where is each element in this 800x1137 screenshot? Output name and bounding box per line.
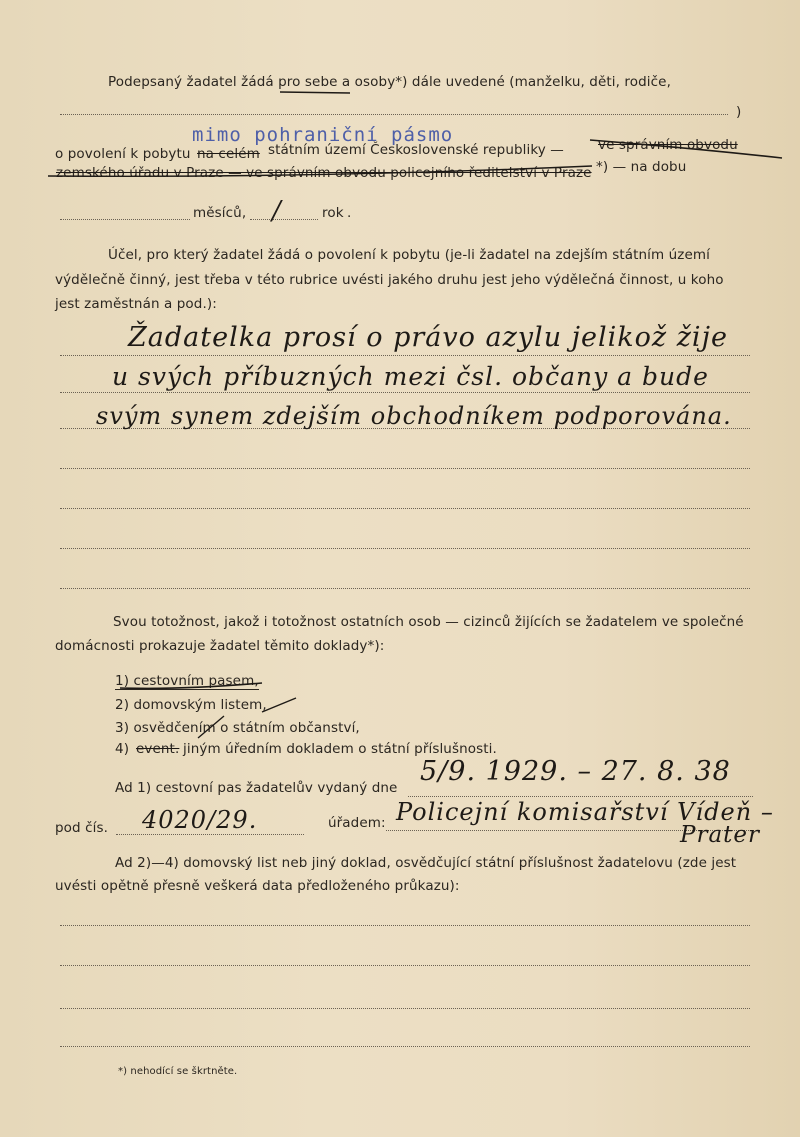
authority-label: úřadem: (328, 815, 386, 831)
residence-line-start: o povolení k pobytu (55, 146, 191, 162)
domicile-line-4 (60, 1046, 750, 1047)
purpose-text-2: výdělečně činný, jest třeba v této rubrice uvésti jakého druhu jest jeho výdělečná činnost, u koho (55, 272, 724, 288)
purpose-line-7 (60, 588, 750, 589)
paren-close: ) (736, 104, 742, 120)
struck-whole-territory: na celém (197, 146, 260, 162)
months-label: měsíců, (193, 205, 247, 221)
passport-authority: Policejní komisařství Vídeň – (396, 798, 774, 826)
doc-option-citizenship: 3) osvědčením o státním občanství, (115, 720, 360, 736)
purpose-line-6 (60, 548, 750, 549)
passport-issued-label: Ad 1) cestovní pas žadatelův vydaný dne (115, 780, 398, 796)
purpose-handwriting-2: u svých příbuzných mezi čsl. občany a bude (112, 362, 709, 391)
doc-option-other: jiným úředním dokladem o státní příslušnosti. (183, 741, 497, 757)
residence-line-territory: státním území Československé republiky — (268, 142, 564, 158)
purpose-line-5 (60, 508, 750, 509)
purpose-handwriting-3: svým synem zdejším obchodníkem podporována. (96, 402, 732, 430)
number-label: pod čís. (55, 820, 108, 836)
strike-mark-domicile (262, 698, 296, 712)
footnote: *) nehodící se škrtněte. (118, 1066, 238, 1077)
duration-label: *) — na dobu (596, 159, 687, 175)
number-line (116, 834, 304, 835)
purpose-line-4 (60, 468, 750, 469)
doc-option-domicile: 2) domovským listem, (115, 697, 267, 713)
passport-date: 5/9. 1929. – 27. 8. 38 (420, 756, 731, 787)
persons-dotted-line (60, 114, 728, 115)
struck-authority: zemského úřadu v Praze — ve správním obvodu policejního ředitelství v Praze (56, 165, 592, 181)
domicile-doc-text-2: uvésti opětně přesně veškerá data předloženého průkazu): (55, 878, 460, 894)
underline-pro-sebe (280, 92, 350, 93)
passport-number: 4020/29. (142, 806, 258, 834)
doc-option-other-struck: event. (136, 741, 180, 757)
purpose-handwriting-1: Žadatelka prosí o právo azylu jelikož žije (128, 322, 728, 353)
passport-authority-2: Prater (680, 822, 761, 848)
purpose-text-3: jest zaměstnán a pod.): (55, 296, 217, 312)
domicile-line-2 (60, 965, 750, 966)
identity-text-2: domácnosti prokazuje žadatel těmito doklady*): (55, 638, 385, 654)
purpose-line-1 (60, 355, 750, 356)
year-dotted-line (250, 219, 318, 220)
zone-stamp: mimo pohraniční pásmo (192, 124, 454, 146)
line4-end: . (347, 205, 352, 221)
domicile-line-1 (60, 925, 750, 926)
doc-option-passport: 1) cestovním pasem, (115, 673, 259, 689)
passport-date-line (408, 796, 753, 797)
domicile-doc-text-1: Ad 2)—4) domovský list neb jiný doklad, osvědčující státní příslušnost žadatelovu (zde jest (115, 855, 737, 871)
identity-text-1: Svou totožnost, jakož i totožnost ostatních osob — cizinců žijících se žadatelem ve společné (113, 614, 744, 630)
year-label: rok (322, 205, 344, 221)
intro-line: Podepsaný žadatel žádá pro sebe a osoby*) dále uvedené (manželku, děti, rodiče, (108, 74, 671, 90)
purpose-text-1: Účel, pro který žadatel žádá o povolení k pobytu (je-li žadatel na zdejším státním území (108, 247, 710, 263)
domicile-line-3 (60, 1008, 750, 1009)
struck-district: ve správním obvodu (598, 137, 738, 153)
purpose-line-2 (60, 392, 750, 393)
year-value: / (272, 196, 282, 226)
months-dotted-line (60, 219, 190, 220)
doc-option-other-num: 4) (115, 741, 130, 757)
